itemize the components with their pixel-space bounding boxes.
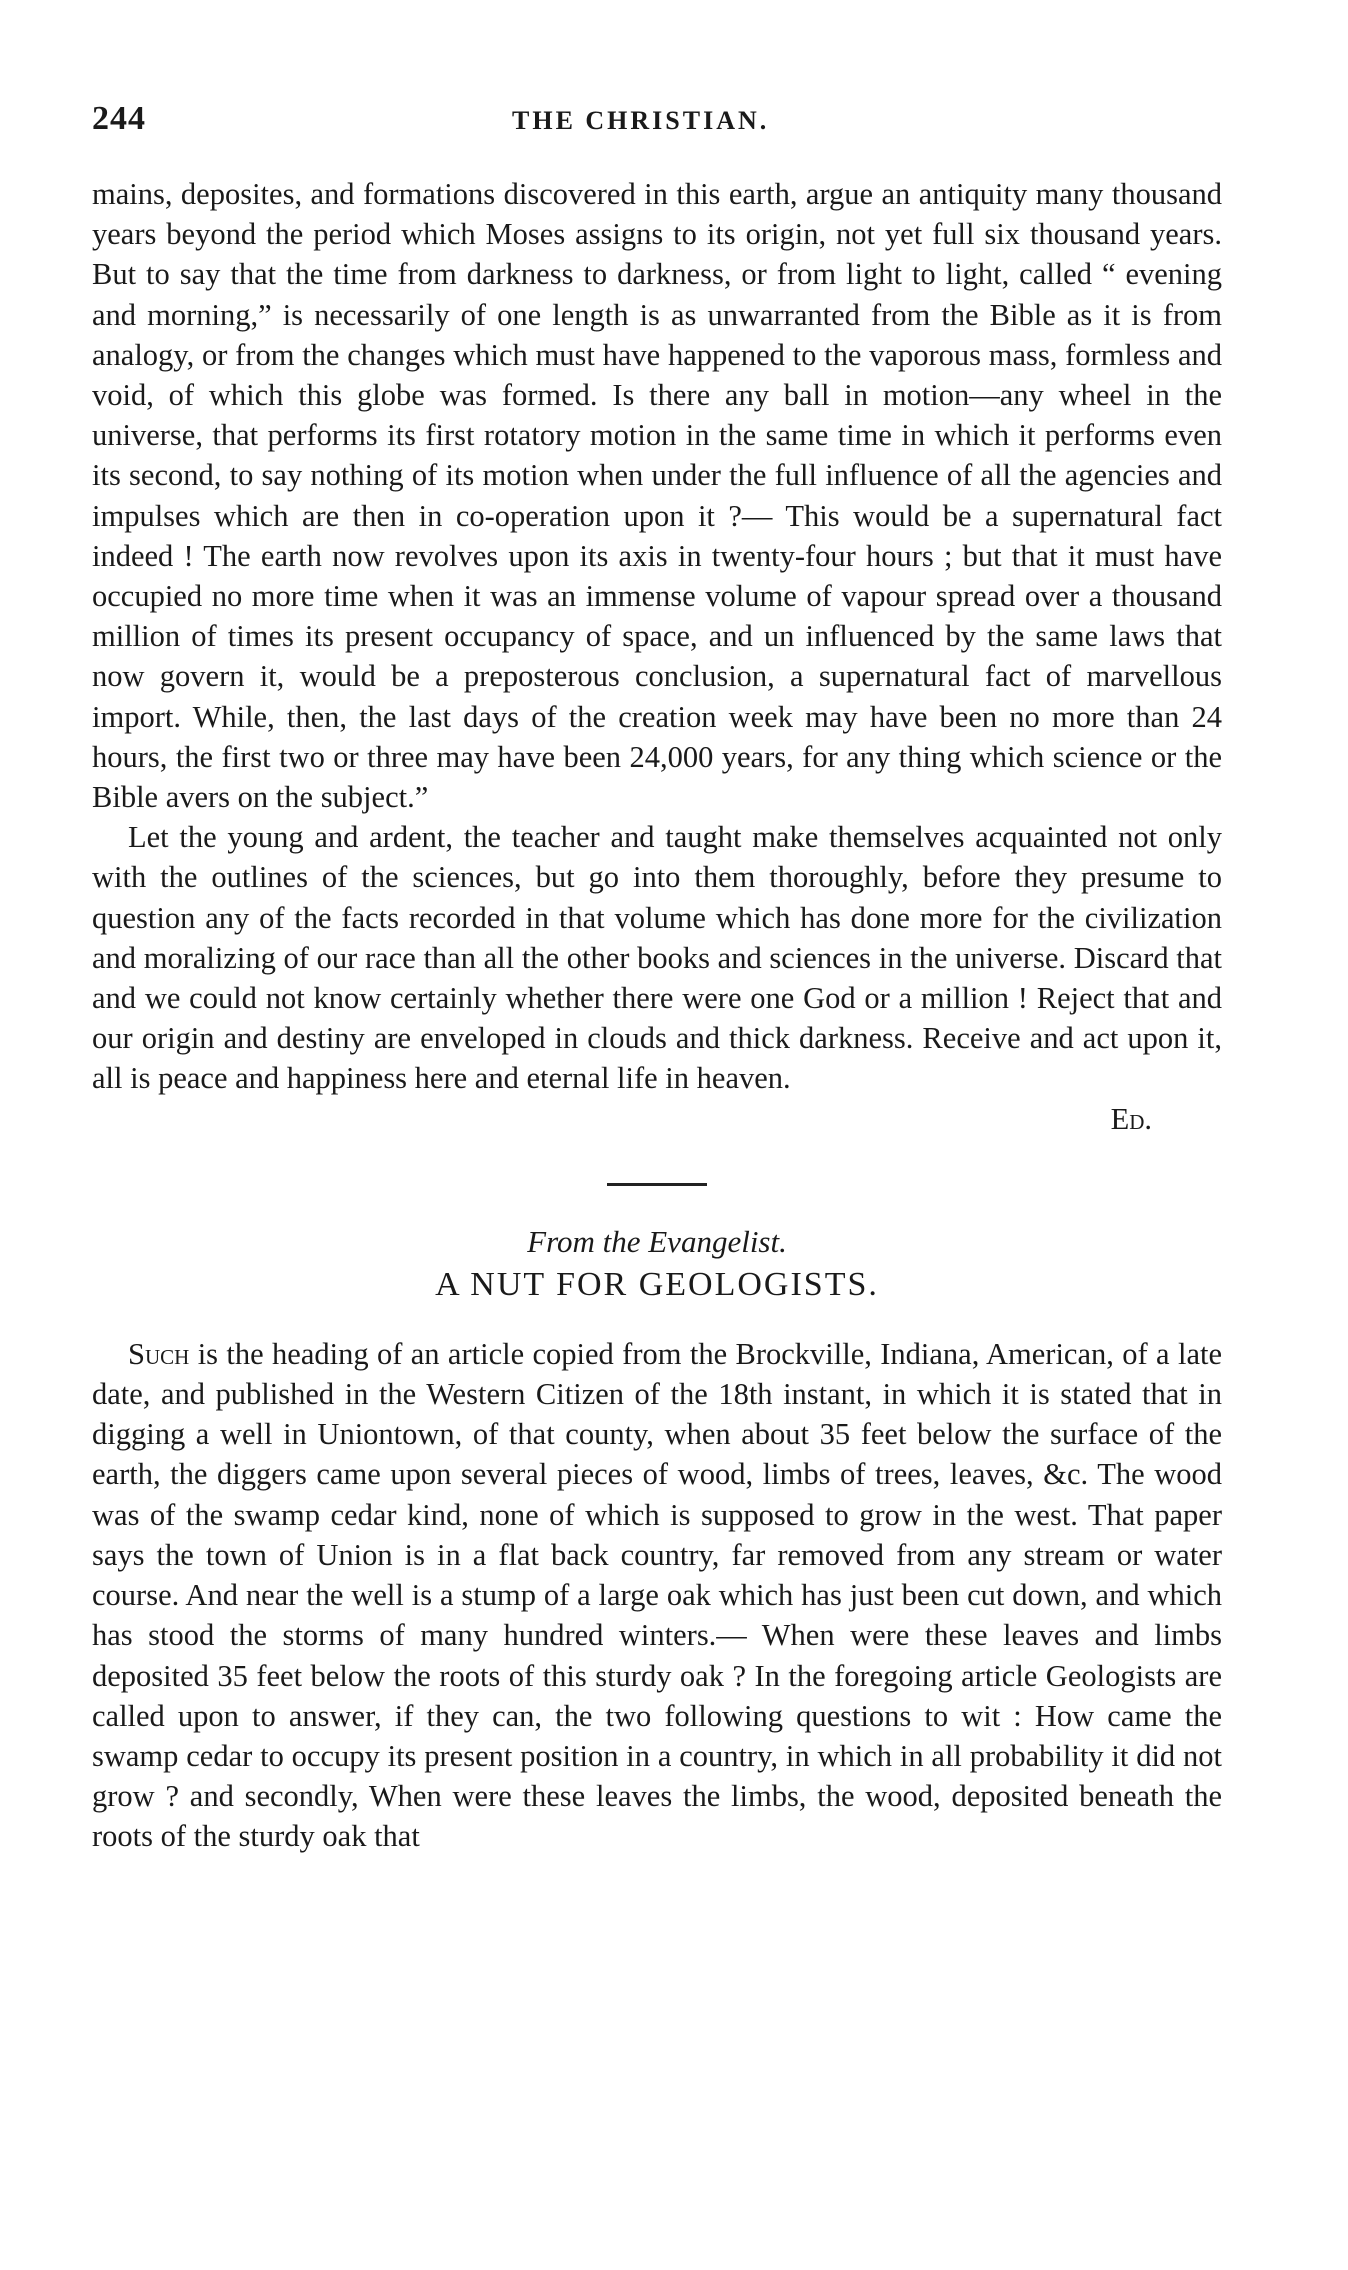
article-lead-word: Such [128, 1336, 190, 1371]
editorial-paragraph-closing [92, 817, 1222, 1139]
document-page [92, 100, 1222, 1857]
article-source: From the Evangelist. [527, 1223, 787, 1259]
page-number: 244 [92, 100, 146, 137]
article-body-paragraph [92, 1334, 1222, 1857]
editorial-paragraph-text: Let the young and ardent, the teacher and taught make themselves acquainted not only with the outlines of the sciences, but go into them thoroughly, before they presume to question any of the facts recorded in that volume which has done more for the civilization and moralizing of our race than all the other books and sciences in the universe. Discard that and we could not know certainly whether there were one God or a million ! Reject that and our origin and destiny are enveloped in clouds and thick darkness. Receive and act upon it, all is peace and happiness here and eternal life in heaven. [92, 820, 1222, 1096]
editor-signoff [92, 1099, 1222, 1139]
article-title: A NUT FOR GEOLOGISTS. [435, 1265, 879, 1303]
article-body-text: is the heading of an article copied from the Brockville, Indiana, American, of a late date, and published in the Western Citizen of the 18th instant, in which it is stated that in digging a well in Uniontown, of that county, when about 35 feet below the surface of the earth, the diggers came upon several pieces of wood, limbs of trees, leaves, &c. The wood was of the swamp cedar kind, none of which is supposed to grow in the west. That paper says the town of Union is in a flat back country, far removed from any stream or water course. And near the well is a stump of a large oak which has just been cut down, and which has stood the storms of many hundred winters.— When were these leaves and limbs deposited 35 feet below the roots of this sturdy oak ? In the foregoing article Geologists are called upon to answer, if they can, the two following questions to wit : How came the swamp cedar to occupy its present position in a country, in which in all probability it did not grow ? and secondly, When were these leaves the limbs, the wood, deposited beneath the roots of the sturdy oak that [92, 1336, 1222, 1854]
editorial-paragraph-continued: mains, deposites, and formations discovered in this earth, argue an antiquity many thousand years beyond the period which Moses assigns to its origin, not yet full six thousand years. But to say that the time from darkness to darkness, or from light to light, called “ evening and morning,” is necessarily of one length is as unwarranted from the Bible as it is from analogy, or from the changes which must have happened to the vaporous mass, formless and void, of which this globe was formed. Is there any ball in motion—any wheel in the universe, that performs its first rotatory motion in the same time in which it performs even its second, to say nothing of its motion when under the full influence of all the agencies and impulses which are then in co-operation upon it ?— This would be a supernatural fact indeed ! The earth now revolves upon its axis in twenty-four hours ; but that it must have occupied no more time when it was an immense volume of vapour spread over a thousand million of times its present occupancy of space, and un influenced by the same laws that now govern it, would be a preposterous conclusion, a supernatural fact of marvellous import. While, then, the last days of the creation week may have been no more than 24 hours, the first two or three may have been 24,000 years, for any thing which science or the Bible avers on the subject.” [92, 177, 1222, 815]
section-divider [607, 1183, 707, 1186]
running-head [92, 100, 1222, 160]
editor-signoff-text: Ed. [1110, 1101, 1152, 1136]
running-title: THE CHRISTIAN. [512, 106, 770, 135]
